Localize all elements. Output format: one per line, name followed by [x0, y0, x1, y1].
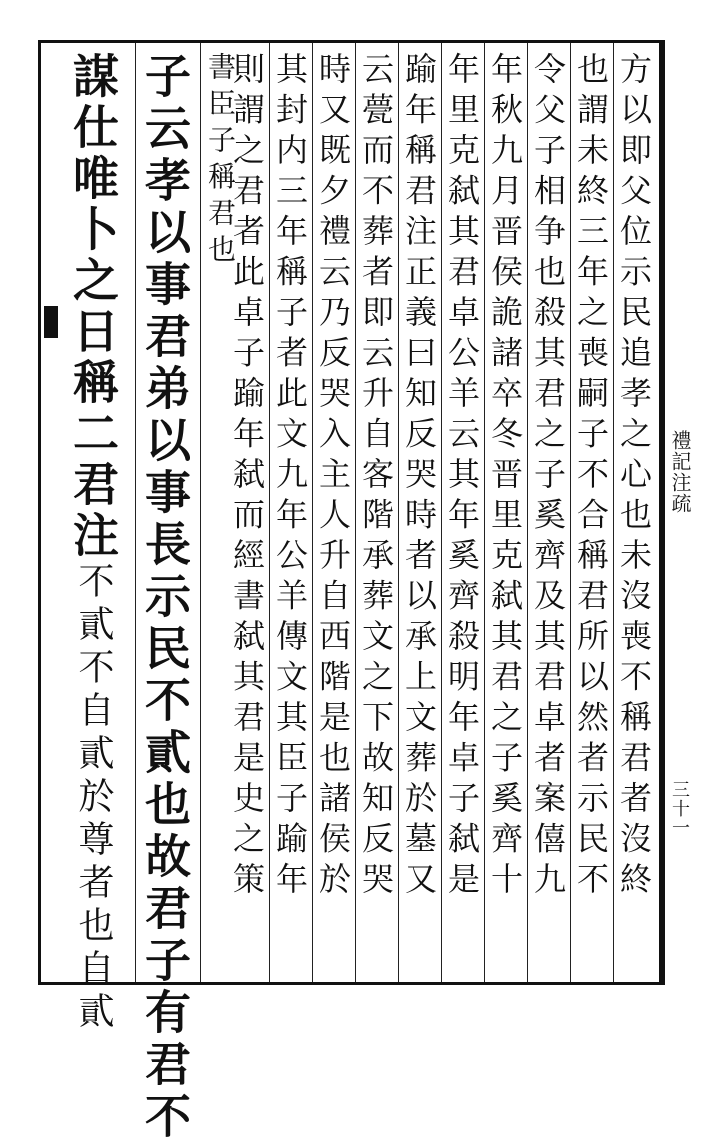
- book-title-margin: 禮記注疏: [668, 430, 692, 514]
- column-rule: [398, 43, 399, 982]
- commentary-column: 方以即父位示民追孝之心也未沒喪不稱君者沒終: [615, 52, 653, 903]
- column-rule: [135, 43, 136, 982]
- commentary-column: 年里克弑其君卓公羊云其年奚齊殺明年卓子弑是: [443, 52, 481, 903]
- main-text-large: 謀仕唯卜之日稱二君注: [66, 52, 120, 562]
- commentary-column-end: 書臣子稱君也: [204, 52, 237, 271]
- commentary-column: 也謂未終三年之喪嗣子不合稱君所以然者示民不: [572, 52, 610, 903]
- column-rule: [312, 43, 313, 982]
- page-frame-right-edge: [659, 40, 665, 985]
- fishtail-mark-icon: [44, 306, 58, 338]
- commentary-column: 云甍而不葬者即云升自客階承葬文之下故知反哭: [357, 52, 395, 903]
- page-number-margin: 三十一: [669, 780, 690, 837]
- commentary-column: 踰年稱君注正義曰知反哭時者以承上文葬於墓又: [400, 52, 438, 903]
- left-margin-strip: [38, 43, 60, 303]
- commentary-column: 則謂之君者此卓子踰年弑而經書弑其君是史之策: [228, 52, 266, 903]
- main-text-column: [66, 52, 120, 1035]
- main-text-column: 子云孝以事君弟以事長示民不貳也故君子有君不: [138, 52, 192, 1144]
- commentary-column: 年秋九月晋侯詭諸卒冬晋里克弑其君之子奚齊十: [486, 52, 524, 903]
- commentary-column: 令父子相争也殺其君之子奚齊及其君卓者案僖九: [529, 52, 567, 903]
- column-rule: [527, 43, 528, 982]
- commentary-column: 時又既夕禮云乃反哭入主人升自西階是也諸侯於: [314, 52, 352, 903]
- commentary-column: 其封内三年稱子者此文九年公羊傳文其臣子踰年: [271, 52, 309, 903]
- column-rule: [441, 43, 442, 982]
- column-rule: [355, 43, 356, 982]
- column-rule: [484, 43, 485, 982]
- column-rule: [613, 43, 614, 982]
- column-rule: [570, 43, 571, 982]
- main-text-annotation: 不貳不自貳於尊者也自貳: [73, 562, 114, 1035]
- column-rule: [269, 43, 270, 982]
- column-rule: [200, 43, 201, 982]
